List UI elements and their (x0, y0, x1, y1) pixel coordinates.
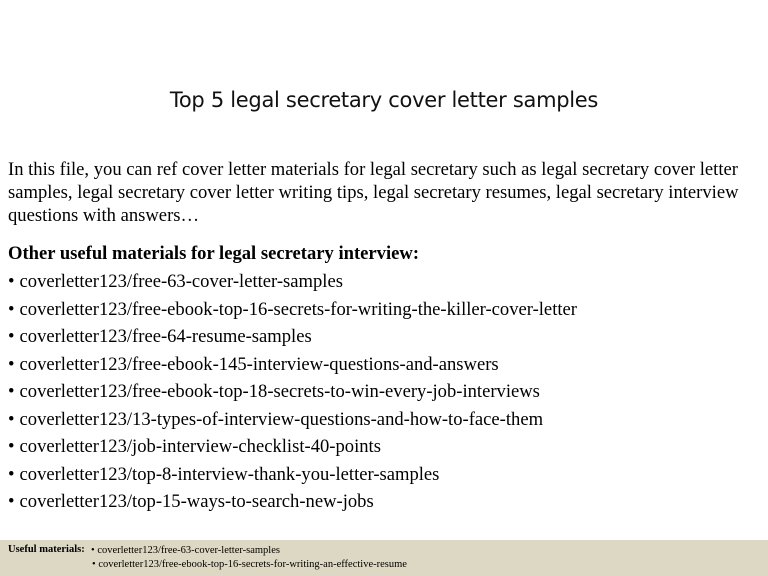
list-item[interactable] (8, 268, 577, 296)
bullet-icon: • (8, 491, 15, 512)
material-link[interactable]: coverletter123/free-64-resume-samples (19, 326, 312, 347)
list-item[interactable] (8, 488, 577, 516)
list-item[interactable] (8, 378, 577, 406)
bullet-icon: • (8, 381, 15, 402)
list-item[interactable] (8, 461, 577, 489)
bullet-icon: • (92, 559, 96, 570)
list-item[interactable] (92, 558, 407, 572)
intro-paragraph: In this file, you can ref cover letter materials for legal secretary such as legal secretary cover letter samples, legal secretary cover letter writing tips, legal secretary resumes, legal secretary interview questions with answers… (8, 159, 739, 226)
material-link[interactable]: coverletter123/top-15-ways-to-search-new-jobs (19, 491, 374, 512)
bullet-icon: • (8, 298, 15, 320)
footer-link[interactable]: coverletter123/free-ebook-top-16-secrets-for-writing-an-effective-resume (98, 559, 407, 570)
material-link[interactable]: coverletter123/free-ebook-145-interview-questions-and-answers (19, 353, 499, 375)
material-link[interactable]: coverletter123/free-63-cover-letter-samples (19, 271, 343, 292)
list-item[interactable] (8, 433, 577, 461)
bullet-icon: • (8, 353, 15, 375)
list-item[interactable] (8, 296, 577, 324)
footer-label-text: Useful materials (8, 544, 82, 555)
list-item[interactable] (8, 323, 577, 351)
materials-heading: Other useful materials for legal secretary interview: (8, 243, 420, 264)
list-item[interactable] (8, 406, 577, 434)
bullet-icon: • (8, 271, 15, 292)
footer-link[interactable]: coverletter123/free-63-cover-letter-samples (97, 545, 280, 556)
bullet-icon: • (8, 408, 15, 430)
list-item[interactable] (8, 351, 577, 379)
material-link[interactable]: coverletter123/job-interview-checklist-40-points (19, 436, 381, 457)
footer-label (8, 544, 85, 555)
footer-separator: : (81, 544, 85, 555)
material-link[interactable]: coverletter123/free-ebook-top-18-secrets-to-win-every-job-interviews (19, 381, 540, 402)
bullet-icon: • (91, 545, 95, 556)
bullet-icon: • (8, 436, 15, 457)
material-link[interactable]: coverletter123/13-types-of-interview-questions-and-how-to-face-them (19, 408, 544, 430)
bullet-icon: • (8, 326, 15, 347)
bullet-icon: • (8, 463, 15, 485)
material-link[interactable]: coverletter123/free-ebook-top-16-secrets-for-writing-the-killer-cover-letter (19, 298, 577, 320)
page-title: Top 5 legal secretary cover letter samples (169, 88, 599, 112)
materials-list (8, 268, 577, 516)
material-link[interactable]: coverletter123/top-8-interview-thank-you-letter-samples (19, 463, 440, 485)
list-item[interactable] (91, 544, 407, 558)
footer-list (91, 544, 407, 572)
footer-bar (0, 540, 768, 576)
